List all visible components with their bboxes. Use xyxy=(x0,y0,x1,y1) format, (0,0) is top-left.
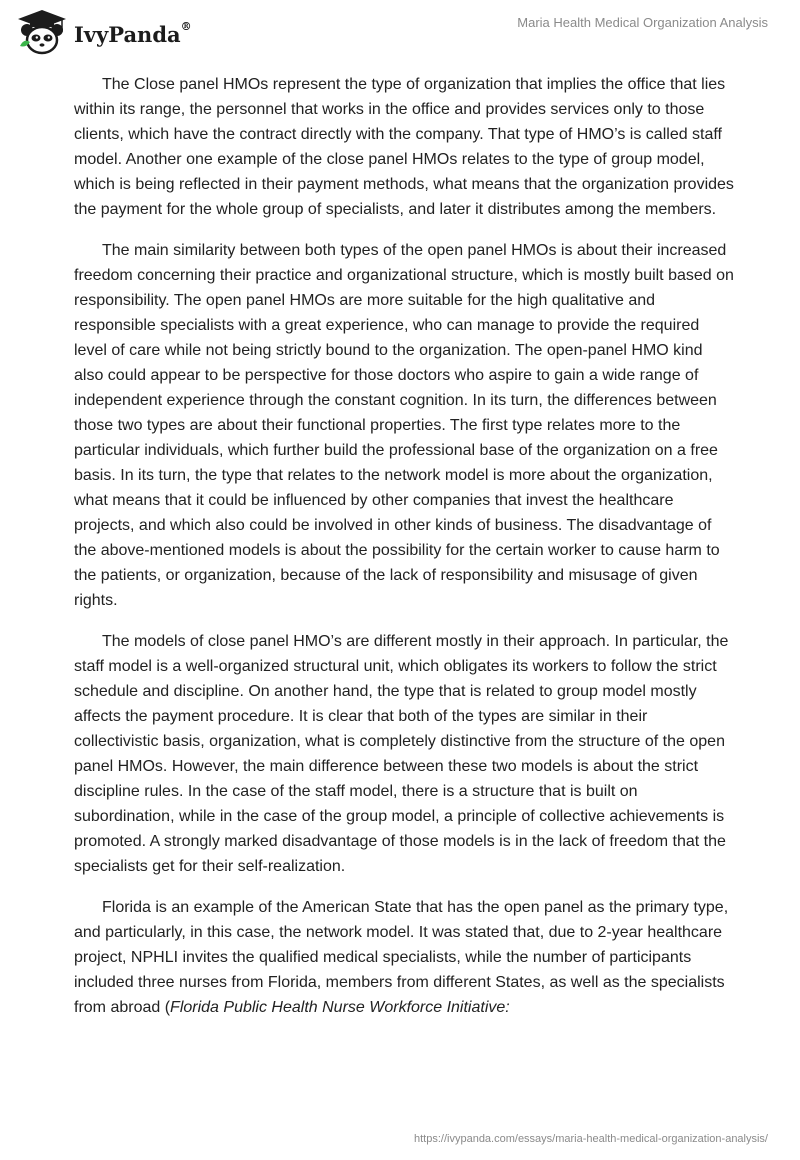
paragraph: The models of close panel HMO’s are different mostly in their approach. In particular, the staff model is a well-organized structural unit, which obligates its workers to follow the strict schedule and discipline. On another hand, the type that is related to group model mostly affects the payment procedure. It is clear that both of the types are similar in their collectivistic basis, organization, what is completely distinctive from the structure of the open panel HMOs. However, the main difference between these two models is about the strict discipline rules. In the case of the staff model, there is a structure that is built on subordination, while in the case of the group model, a principle of collective achievements is promoted. A strongly marked disadvantage of those models is in the lack of freedom that the specialists get for their self-realization. xyxy=(74,633,729,875)
registered-mark: ® xyxy=(180,19,192,33)
paragraph: The Close panel HMOs represent the type of organization that implies the office that lies within its range, the personnel that works in the office and provides services only to those clients, which have the contract directly with the company. That type of HMO’s is called staff model. Another one example of the close panel HMOs relates to the type of group model, which is being reflected in their payment methods, what means that the organization provides the payment for the whole group of specialists, and later it distributes among the members. xyxy=(74,76,734,218)
citation-title: Florida Public Health Nurse Workforce Initiative: xyxy=(170,999,510,1016)
ivypanda-logo[interactable] xyxy=(14,8,192,56)
logo-wordmark: IvyPanda® xyxy=(74,19,192,47)
panda-graduate-icon xyxy=(14,8,70,56)
source-url[interactable]: https://ivypanda.com/essays/maria-health-medical-organization-analysis/ xyxy=(414,1133,768,1145)
document-title: Maria Health Medical Organization Analysis xyxy=(517,15,768,30)
paragraph: The main similarity between both types of the open panel HMOs is about their increased freedom concerning their practice and organizational structure, which is mostly built based on responsibility. The open panel HMOs are more suitable for the high qualitative and responsible specialists with a great experience, who can manage to provide the required level of care while not being strictly bound to the organization. The open-panel HMO kind also could appear to be perspective for those doctors who aspire to gain a wide range of independent experience through the constant cognition. In its turn, the differences between those two types are about their functional properties. The first type relates more to the particular individuals, which further build the professional base of the organization on a free basis. In its turn, the type that relates to the network model is more about the organization, what means that it could be influenced by other companies that invest the healthcare projects, and which also could be involved in other kinds of business. The disadvantage of the above-mentioned models is about the possibility for the certain worker to cause harm to the patients, or organization, because of the lack of responsibility and misusage of given rights. xyxy=(74,242,734,609)
essay-body xyxy=(74,72,734,1036)
page-header xyxy=(0,0,800,60)
paragraph-text: Florida is an example of the American State that has the open panel as the primary type, and particularly, in this case, the network model. It was stated that, due to 2-year healthcare project, NPHLI invites the qualified medical specialists, while the number of participants included three nurses from Florida, members from different States, as well as the specialists from abroad ( xyxy=(74,899,729,1016)
paragraph-florida xyxy=(74,895,734,1020)
